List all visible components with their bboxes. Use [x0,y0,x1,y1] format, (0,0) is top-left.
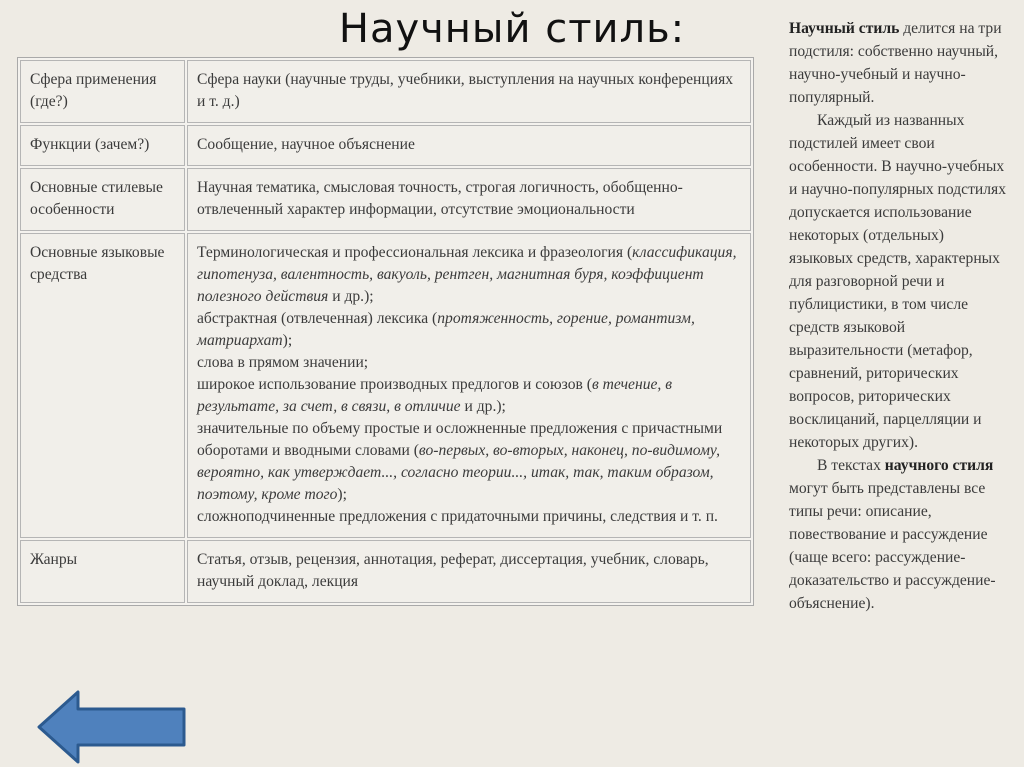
value-text: сложноподчиненные предложения с придаточными причины, следствия и т. п. [197,508,718,525]
value-text: слова в прямом значении; [197,354,369,371]
side-panel [789,17,1011,615]
value-text: Сообщение, научное объяснение [197,136,415,153]
value-text: Сфера науки (научные труды, учебники, выступления на научных конференциях и т. д.) [197,71,734,110]
example-text: в течение, в результате, за счет, в связи, в отличие [197,376,672,415]
example-text: протяженность, горение, романтизм, матриархат [197,310,695,349]
side-paragraph-2: Каждый из названных подстилей имеет свои особенности. В научно-учебных и научно-популярных подстилях допускается использование некоторых (отдельных) языковых средств, характерных для разговорной речи и публицистики, в том числе средств языковой выразительности (метафор, сравнений, риторических вопросов, риторических восклицаний, парцелляции и некоторых других). [789,112,1007,451]
page-title: Научный стиль: [338,6,686,52]
row-value [187,125,751,166]
value-text: значительные по объему простые и осложненные предложения с причастными оборотами и вводными словами ( [197,420,723,459]
value-text: Научная тематика, смысловая точность, строгая логичность, обобщенно-отвлеченный характер информации, отсутствие эмоциональности [197,179,683,218]
style-table [17,57,754,606]
table-row [20,60,751,123]
table-row [20,168,751,231]
value-text: и др.); [460,398,506,415]
row-value [187,233,751,538]
back-button[interactable] [36,689,188,767]
row-value [187,60,751,123]
table-row [20,540,751,603]
table-row [20,125,751,166]
row-value [187,168,751,231]
side-p3-text: могут быть представлены все типы речи: описание, повествование и рассуждение (чаще всего: рассуждение-доказательство и рассуждение-объяснение). [789,480,996,612]
side-paragraph-1 [789,17,1011,109]
table-row [20,233,751,538]
example-text: классификация, гипотенуза, валентность, вакуоль, рентген, магнитная буря, коэффициент полезного действия [197,244,737,305]
side-p1-text: делится на три подстиля: собственно научный, научно-учебный и научно-популярный. [789,20,1002,106]
value-text: абстрактная (отвлеченная) лексика ( [197,310,438,327]
row-label: Основные стилевые особенности [20,168,185,231]
row-label: Жанры [20,540,185,603]
side-p3-pre: В текстах [817,457,885,474]
side-paragraph-3 [789,454,1011,615]
value-text: ); [282,332,293,349]
value-text: Терминологическая и профессиональная лексика и фразеология ( [197,244,633,261]
value-text: ); [337,486,347,503]
row-value [187,540,751,603]
value-text: широкое использование производных предлогов и союзов ( [197,376,592,393]
left-arrow-icon [39,692,184,762]
row-label: Основные языковые средства [20,233,185,538]
row-label: Функции (зачем?) [20,125,185,166]
row-label: Сфера применения (где?) [20,60,185,123]
side-p3-bold: научного стиля [884,457,994,474]
value-text: и др.); [328,288,374,305]
example-text: во-первых, во-вторых, наконец, по-видимому, вероятно, как утверждает..., согласно теории..., итак, так, таким образом, поэтому, кроме того [197,442,720,503]
value-text: Статья, отзыв, рецензия, аннотация, реферат, диссертация, учебник, словарь, научный доклад, лекция [197,551,709,590]
side-p1-bold: Научный стиль [789,20,900,37]
